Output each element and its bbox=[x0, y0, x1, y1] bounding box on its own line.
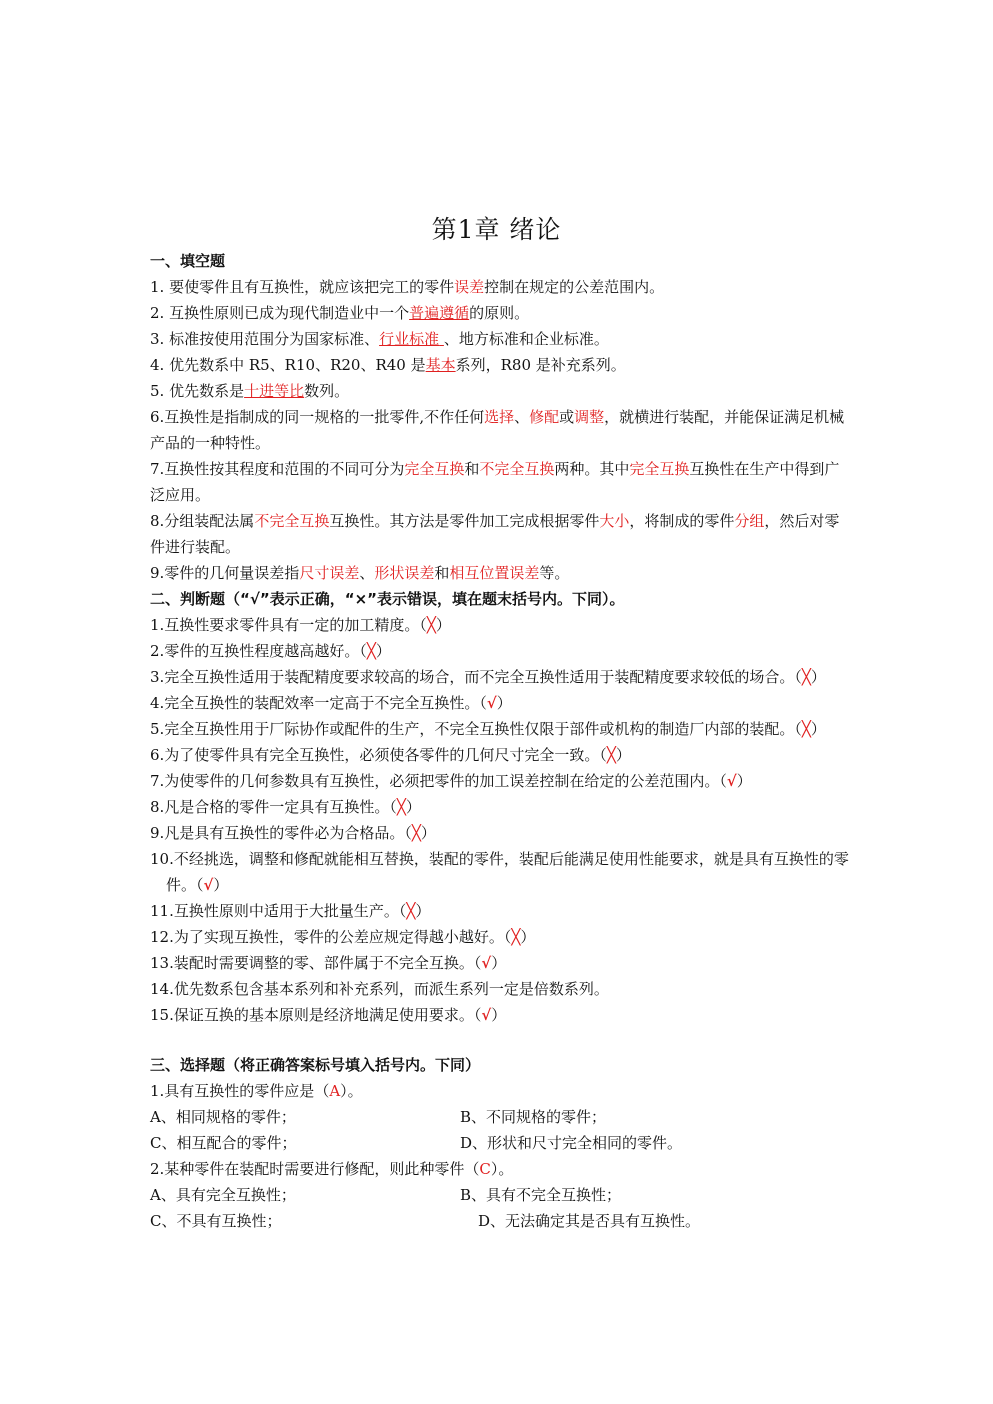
item-text: 7.为使零件的几何参数具有互换性，必须把零件的加工误差控制在给定的公差范围内。（ bbox=[150, 772, 727, 790]
item-text: 14.优先数系包含基本系列和补充系列，而派生系列一定是倍数系列。 bbox=[150, 980, 609, 998]
answer-mark: ╳ bbox=[366, 642, 376, 660]
option-c: C、相互配合的零件； bbox=[150, 1134, 297, 1152]
content bbox=[150, 248, 850, 1234]
q-text: 1. 要使零件且有互换性，就应该把完工的零件 bbox=[150, 278, 455, 296]
q-text: 、 bbox=[514, 408, 530, 426]
q-text: 、 bbox=[359, 564, 375, 582]
q-text: 的原则。 bbox=[469, 304, 530, 322]
option-row bbox=[150, 1104, 850, 1130]
option-a: A、具有完全互换性； bbox=[150, 1186, 296, 1204]
item-text: ） bbox=[213, 876, 229, 894]
option-c: C、不具有互换性； bbox=[150, 1212, 282, 1230]
option-row bbox=[150, 1182, 850, 1208]
q-text: 3. 标准按使用范围分为国家标准、 bbox=[150, 330, 380, 348]
answer: 十进等比 bbox=[244, 382, 305, 400]
choice-question-1 bbox=[150, 1078, 850, 1104]
q-text: 两种。其中 bbox=[554, 460, 630, 478]
true-false-item bbox=[150, 924, 850, 950]
q-text: 5. 优先数系是 bbox=[150, 382, 245, 400]
true-false-item bbox=[150, 846, 850, 898]
item-text: 9.凡是具有互换性的零件必为合格品。（ bbox=[150, 824, 412, 842]
true-false-item bbox=[150, 690, 850, 716]
true-false-item bbox=[150, 794, 850, 820]
item-text: ） bbox=[420, 824, 436, 842]
q-text: 9.零件的几何量误差指 bbox=[150, 564, 300, 582]
q-text: 4. 优先数系中 R5、R10、R20、R40 是 bbox=[150, 356, 426, 374]
q-text: ）。 bbox=[340, 1082, 363, 1100]
answer: 调整 bbox=[574, 408, 605, 426]
item-text: 12.为了实现互换性，零件的公差应规定得越小越好。（ bbox=[150, 928, 512, 946]
item-text: 5.完全互换性用于厂际协作或配件的生产，不完全互换性仅限于部件或机构的制造厂内部的装配。（ bbox=[150, 720, 802, 738]
true-false-item bbox=[150, 768, 850, 794]
answer-mark: √ bbox=[726, 772, 737, 790]
true-false-item bbox=[150, 820, 850, 846]
q-text: ，就横进行装配，并能保证满足机械产品的一种特性。 bbox=[150, 408, 845, 452]
answer: 相互位置误差 bbox=[449, 564, 540, 582]
q-text: 、地方标准和企业标准。 bbox=[443, 330, 609, 348]
item-text: ） bbox=[435, 616, 451, 634]
q-text: 数列。 bbox=[304, 382, 350, 400]
answer-mark: ╳ bbox=[801, 720, 811, 738]
true-false-item bbox=[150, 898, 850, 924]
q-text: 和 bbox=[464, 460, 480, 478]
answer-mark: ╳ bbox=[606, 746, 616, 764]
q-text: 8.分组装配法属 bbox=[150, 512, 255, 530]
q-text: ，然后对零件进行装配。 bbox=[150, 512, 840, 556]
answer-mark: ╳ bbox=[411, 824, 421, 842]
choice-question-2 bbox=[150, 1156, 850, 1182]
true-false-item bbox=[150, 976, 850, 1002]
item-text: 4.完全互换性的装配效率一定高于不完全互换性。（ bbox=[150, 694, 487, 712]
answer: 行业标准 bbox=[379, 330, 440, 348]
true-false-item bbox=[150, 664, 850, 690]
option-b: B、不同规格的零件； bbox=[460, 1108, 607, 1126]
option-d: D、无法确定其是否具有互换性。 bbox=[478, 1212, 701, 1230]
q-text: 1.具有互换性的零件应是（ bbox=[150, 1082, 330, 1100]
item-text: 15.保证互换的基本原则是经济地满足使用要求。（ bbox=[150, 1006, 482, 1024]
item-text: 8.凡是合格的零件一定具有互换性。（ bbox=[150, 798, 397, 816]
fill-question-6 bbox=[150, 404, 850, 456]
answer-mark: ╳ bbox=[801, 668, 811, 686]
section-true-false-heading: 二、判断题（“√”表示正确，“×”表示错误，填在题末括号内。下同）。 bbox=[150, 590, 625, 608]
q-text: ）。 bbox=[490, 1160, 514, 1178]
answer-mark: ╳ bbox=[396, 798, 406, 816]
item-text: 10.不经挑选，调整和修配就能相互替换，装配的零件，装配后能满足使用性能要求，就是具有互换性的零件。（ bbox=[150, 850, 849, 894]
q-text: 或 bbox=[559, 408, 575, 426]
answer-mark: ╳ bbox=[511, 928, 521, 946]
q-text: 互换性在生产中得到广泛应用。 bbox=[150, 460, 840, 504]
answer: 误差 bbox=[454, 278, 485, 296]
item-text: 3.完全互换性适用于装配精度要求较高的场合，而不完全互换性适用于装配精度要求较低的场合。（ bbox=[150, 668, 802, 686]
item-text: ） bbox=[375, 642, 391, 660]
option-b: B、具有不完全互换性； bbox=[460, 1186, 622, 1204]
answer-mark: ╳ bbox=[406, 902, 416, 920]
item-text: ） bbox=[496, 694, 512, 712]
option-d: D、形状和尺寸完全相同的零件。 bbox=[460, 1134, 683, 1152]
item-text: 11.互换性原则中适用于大批量生产。（ bbox=[150, 902, 407, 920]
answer: 尺寸误差 bbox=[299, 564, 360, 582]
item-text: 13.装配时需要调整的零、部件属于不完全互换。（ bbox=[150, 954, 482, 972]
q-text: 和 bbox=[434, 564, 450, 582]
fill-question-3 bbox=[150, 326, 850, 352]
option-row bbox=[150, 1130, 850, 1156]
item-text: ） bbox=[415, 902, 431, 920]
item-text: ） bbox=[736, 772, 752, 790]
q-text: 等。 bbox=[539, 564, 570, 582]
true-false-item bbox=[150, 716, 850, 742]
answer: 基本 bbox=[425, 356, 456, 374]
answer: 形状误差 bbox=[374, 564, 435, 582]
item-text: 6.为了使零件具有完全互换性，必须使各零件的几何尺寸完全一致。（ bbox=[150, 746, 607, 764]
true-false-item bbox=[150, 612, 850, 638]
answer: 选择 bbox=[484, 408, 515, 426]
answer: 大小 bbox=[599, 512, 630, 530]
item-text: ） bbox=[810, 720, 826, 738]
item-text: ） bbox=[491, 1006, 507, 1024]
item-text: 1.互换性要求零件具有一定的加工精度。（ bbox=[150, 616, 427, 634]
item-text: ） bbox=[405, 798, 421, 816]
answer-mark: ╳ bbox=[426, 616, 436, 634]
option-row bbox=[150, 1208, 850, 1234]
answer: 完全互换 bbox=[404, 460, 465, 478]
true-false-list bbox=[150, 612, 850, 1028]
true-false-item bbox=[150, 1002, 850, 1028]
section-choice-heading: 三、选择题（将正确答案标号填入括号内。下同） bbox=[150, 1056, 481, 1074]
q-text: 2.某种零件在装配时需要进行修配，则此种零件（ bbox=[150, 1160, 480, 1178]
fill-question-8 bbox=[150, 508, 850, 560]
item-text: ） bbox=[810, 668, 826, 686]
q-text: ，将制成的零件 bbox=[629, 512, 735, 530]
answer: 不完全互换 bbox=[479, 460, 555, 478]
answer-mark: √ bbox=[481, 1006, 492, 1024]
answer: C bbox=[479, 1160, 491, 1178]
answer-mark: √ bbox=[481, 954, 492, 972]
q-text: 控制在规定的公差范围内。 bbox=[484, 278, 665, 296]
answer: 不完全互换 bbox=[254, 512, 330, 530]
fill-question-1 bbox=[150, 274, 850, 300]
q-text: 7.互换性按其程度和范围的不同可分为 bbox=[150, 460, 405, 478]
answer: 完全互换 bbox=[629, 460, 690, 478]
answer: 普遍遵循 bbox=[409, 304, 470, 322]
option-a: A、相同规格的零件； bbox=[150, 1108, 296, 1126]
fill-question-4 bbox=[150, 352, 850, 378]
true-false-item bbox=[150, 950, 850, 976]
fill-question-2 bbox=[150, 300, 850, 326]
item-text: 2.零件的互换性程度越高越好。（ bbox=[150, 642, 367, 660]
item-text: ） bbox=[615, 746, 631, 764]
answer: 修配 bbox=[529, 408, 560, 426]
fill-question-7 bbox=[150, 456, 850, 508]
item-text: ） bbox=[520, 928, 536, 946]
fill-question-5 bbox=[150, 378, 850, 404]
true-false-item bbox=[150, 638, 850, 664]
answer-mark: √ bbox=[203, 876, 214, 894]
q-text: 系列，R80 是补充系列。 bbox=[455, 356, 626, 374]
fill-question-9 bbox=[150, 560, 850, 586]
section-fill-blank-heading: 一、填空题 bbox=[150, 252, 226, 270]
true-false-item bbox=[150, 742, 850, 768]
answer: 分组 bbox=[734, 512, 765, 530]
chapter-title: 第1章 绪论 bbox=[431, 215, 562, 244]
q-text: 2. 互换性原则已成为现代制造业中一个 bbox=[150, 304, 410, 322]
item-text: ） bbox=[491, 954, 507, 972]
answer: A bbox=[329, 1082, 341, 1100]
q-text: 6.互换性是指制成的同一规格的一批零件,不作任何 bbox=[150, 408, 485, 426]
answer-mark: √ bbox=[486, 694, 497, 712]
q-text: 互换性。其方法是零件加工完成根据零件 bbox=[329, 512, 600, 530]
